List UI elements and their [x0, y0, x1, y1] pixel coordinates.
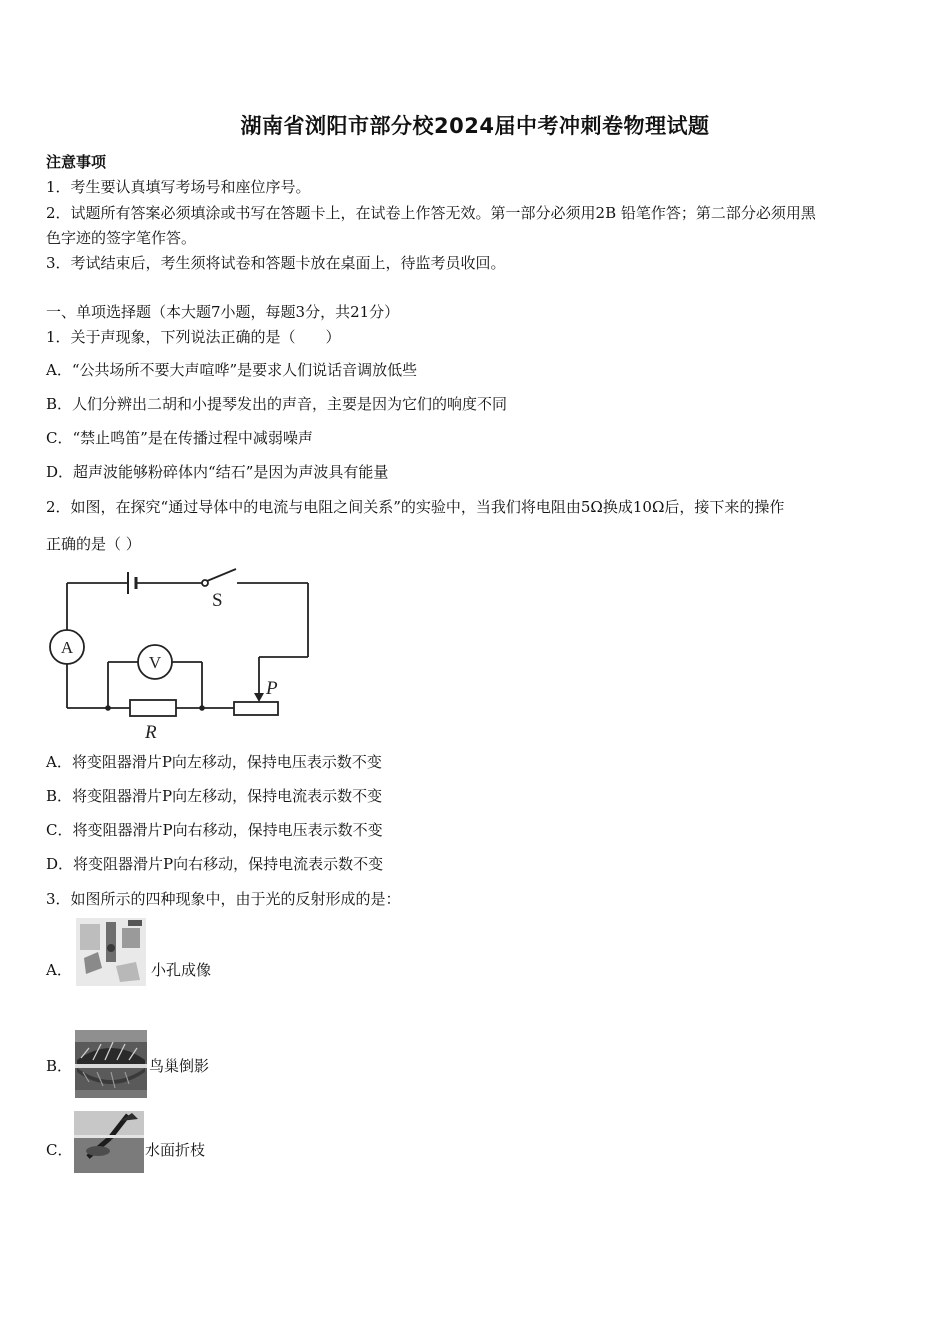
q3-option-b-letter: B．	[46, 1057, 73, 1075]
q3-option-a-letter: A．	[46, 961, 72, 979]
voltmeter-label: V	[148, 653, 162, 672]
notice-item-2-cont: 色字迹的签字笔作答。	[46, 229, 197, 247]
q1-option-a: A．“公共场所不要大声喧哗”是要求人们说话音调放低些	[46, 361, 418, 379]
pinhole-imaging-photo	[76, 918, 146, 986]
q2-option-b: B．将变阻器滑片P向左移动，保持电流表示数不变	[46, 787, 383, 805]
notice-item-1: 1．考生要认真填写考场号和座位序号。	[46, 178, 311, 196]
q3-option-b-caption: 鸟巢倒影	[149, 1057, 210, 1075]
ammeter-label: A	[60, 638, 74, 657]
slider-label: P	[266, 678, 278, 699]
q3-option-c-letter: C．	[46, 1141, 73, 1159]
q3-option-c-caption: 水面折枝	[145, 1141, 206, 1159]
section-heading: 一、单项选择题（本大题7小题，每题3分，共21分）	[46, 303, 400, 321]
q1-option-b: B．人们分辨出二胡和小提琴发出的声音，主要是因为它们的响度不同	[46, 395, 508, 413]
q3-stem: 3．如图所示的四种现象中，由于光的反射形成的是：	[46, 890, 401, 908]
circuit-diagram	[40, 562, 320, 742]
q3-option-a-caption: 小孔成像	[151, 961, 212, 979]
notice-heading: 注意事项	[46, 153, 107, 171]
page-title: 湖南省浏阳市部分校2024届中考冲刺卷物理试题	[240, 114, 710, 138]
q2-stem-line2: 正确的是（ ）	[46, 535, 141, 553]
q1-option-d: D．超声波能够粉碎体内“结石”是因为声波具有能量	[46, 463, 389, 481]
q1-option-c: C．“禁止鸣笛”是在传播过程中减弱噪声	[46, 429, 313, 447]
bent-branch-water-photo	[74, 1111, 144, 1173]
q2-stem-line1: 2．如图，在探究“通过导体中的电流与电阻之间关系”的实验中，当我们将电阻由5Ω换成10Ω后，接下来的操作	[46, 498, 785, 516]
q2-option-a: A．将变阻器滑片P向左移动，保持电压表示数不变	[46, 753, 382, 771]
notice-item-2: 2．试题所有答案必须填涂或书写在答题卡上，在试卷上作答无效。第一部分必须用2B 铅笔作答；第二部分必须用黑	[46, 204, 816, 222]
birds-nest-reflection-photo	[75, 1030, 147, 1098]
q1-stem: 1．关于声现象，下列说法正确的是（ ）	[46, 328, 341, 346]
q2-option-d: D．将变阻器滑片P向右移动，保持电流表示数不变	[46, 855, 384, 873]
notice-item-3: 3．考试结束后，考生须将试卷和答题卡放在桌面上，待监考员收回。	[46, 254, 506, 272]
q2-option-c: C．将变阻器滑片P向右移动，保持电压表示数不变	[46, 821, 383, 839]
switch-label: S	[212, 590, 223, 611]
slider-arrow-icon	[254, 693, 264, 702]
resistor-label: R	[145, 722, 157, 742]
